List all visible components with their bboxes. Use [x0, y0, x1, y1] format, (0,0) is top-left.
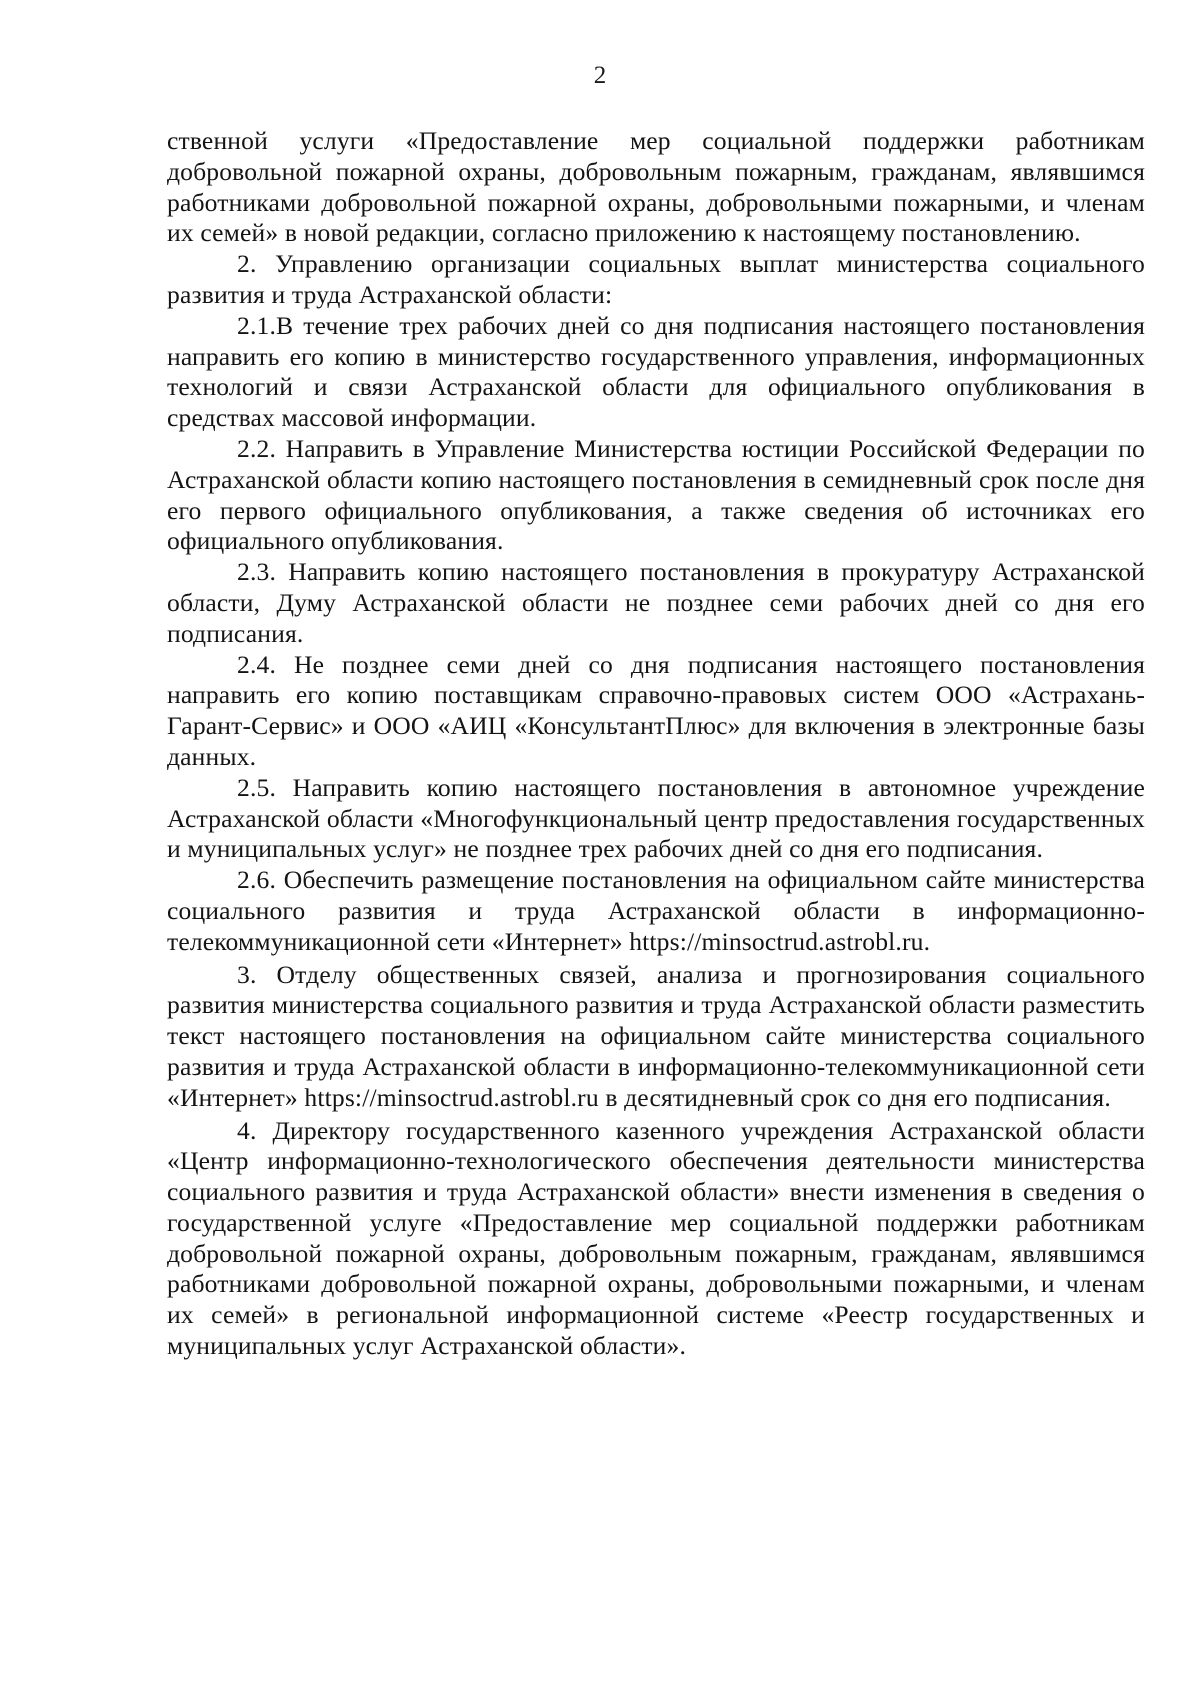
paragraph-item-2-3: 2.3. Направить копию настоящего постановления в прокуратуру Астраханской области, Думу Астраханской области не позднее семи рабочих дней со дня его подписания. — [167, 557, 1145, 648]
paragraph-item-2-4: 2.4. Не позднее семи дней со дня подписания настоящего постановления направить его копию поставщикам справочно-правовых систем ООО «Астрахань-Гарант-Сервис» и ООО «АИЦ «КонсультантПлюс» для включения в электронные базы данных. — [167, 649, 1145, 771]
paragraph-item-3: 3. Отделу общественных связей, анализа и прогнозирования социального развития министерства социального развития и труда Астраханской области разместить текст настоящего постановления на официальном сайте министерства социального развития и труда Астраханской области в информационно-телекоммуникационной сети «Интернет» https://minsoctrud.astrobl.ru в десятидневный срок со дня его подписания. — [167, 959, 1145, 1112]
paragraph-continuation: ственной услуги «Предоставление мер социальной поддержки работникам добровольной пожарной охраны, добровольным пожарным, гражданам, являвшимся работниками добровольной пожарной охраны, добровольными пожарными, и членам их семей» в новой редакции, согласно приложению к настоящему постановлению. — [167, 126, 1145, 248]
paragraph-item-2-1: 2.1.В течение трех рабочих дней со дня подписания настоящего постановления направить его копию в министерство государственного управления, информационных технологий и связи Астраханской области для официального опубликования в средствах массовой информации. — [167, 310, 1145, 433]
document-body — [167, 126, 1145, 1362]
page-number: 2 — [593, 62, 607, 89]
paragraph-item-4: 4. Директору государственного казенного учреждения Астраханской области «Центр информационно-технологического обеспечения деятельности министерства социального развития и труда Астраханской области» внести изменения в сведения о государственной услуге «Предоставление мер социальной поддержки работникам добровольной пожарной охраны, добровольным пожарным, гражданам, являвшимся работниками добровольной пожарной охраны, добровольными пожарными, и членам их семей» в региональной информационной системе «Реестр государственных и муниципальных услуг Астраханской области». — [167, 1115, 1145, 1361]
paragraph-item-2-6: 2.6. Обеспечить размещение постановления на официальном сайте министерства социального развития и труда Астраханской области в информационно-телекоммуникационной сети «Интернет» https://minsoctrud.astrobl.ru. — [167, 865, 1145, 956]
paragraph-item-2-5: 2.5. Направить копию настоящего постановления в автономное учреждение Астраханской области «Многофункциональный центр предоставления государственных и муниципальных услуг» не позднее трех рабочих дней со дня его подписания. — [167, 772, 1145, 864]
paragraph-item-2-2: 2.2. Направить в Управление Министерства юстиции Российской Федерации по Астраханской области копию настоящего постановления в семидневный срок после дня его первого официального опубликования, а также сведения об источниках его официального опубликования. — [167, 433, 1145, 556]
paragraph-item-2: 2. Управлению организации социальных выплат министерства социального развития и труда Астраханской области: — [167, 249, 1145, 309]
